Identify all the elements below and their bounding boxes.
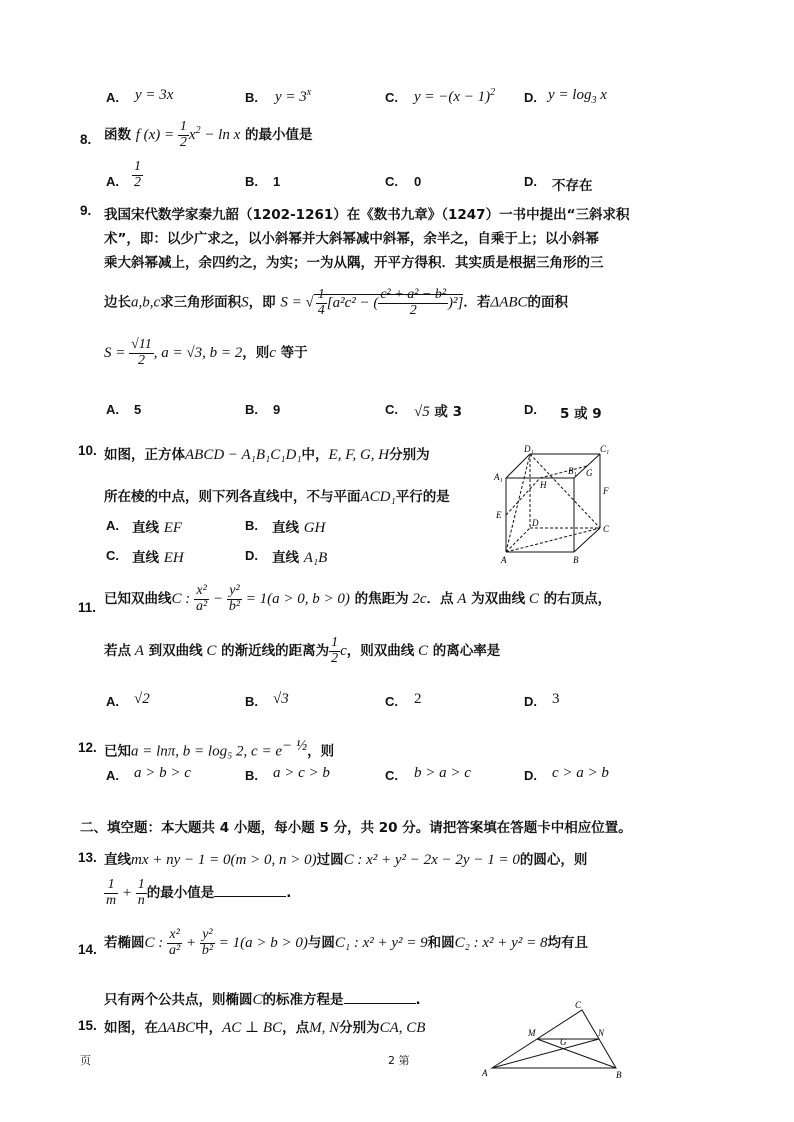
question-12: [0, 736, 794, 786]
q8-label-a: A.: [106, 174, 119, 189]
label-h: H: [540, 480, 547, 490]
q14-answer-blank[interactable]: [344, 991, 416, 1004]
edge-bc: [574, 528, 600, 552]
q11-line-2: 若点 A 到双曲线 C 的渐近线的距离为 $\frac{1}{2}$ c，则双曲线 C 的离心率是: [104, 635, 501, 666]
q12-option-c: b > a > c: [414, 765, 471, 781]
diag-ad1: [506, 454, 530, 552]
label-g: G: [560, 1037, 567, 1047]
q9-option-b: 9: [273, 402, 281, 417]
q7-label-a: A.: [106, 90, 119, 105]
q9-line-1: 我国宋代数学家秦九韶（1202-1261）在《数书九章》（1247）一书中提出“三斜求积: [104, 207, 630, 223]
q9-line-5: S = $\frac{√11}{2}$ , a = √3, b = 2，则c 等于: [104, 337, 308, 368]
q12-option-a: a > b > c: [134, 765, 191, 781]
q7-label-d: D.: [524, 90, 537, 105]
cube-figure: [492, 444, 616, 568]
q11-number: 11.: [78, 600, 97, 615]
label-n: N: [598, 1028, 605, 1038]
q9-number: 9.: [80, 203, 92, 218]
q12-label-c: C.: [385, 768, 398, 783]
q11-label-b: B.: [245, 694, 258, 709]
q11-option-b: √3: [273, 691, 289, 707]
q13-line-1: 直线mx + ny − 1 = 0(m > 0, n > 0)过圆C : x² + y² − 2x − 2y − 1 = 0的圆心，则: [104, 852, 588, 868]
q12-option-d: c > a > b: [552, 765, 609, 781]
label-e: E: [496, 510, 502, 520]
q10-line-1: 如图，正方体ABCD − A₁B₁C₁D₁中，E, F, G, H分别为: [104, 447, 430, 463]
q13-answer-blank[interactable]: [214, 884, 286, 897]
label-c1: C₁: [600, 444, 610, 454]
question-10: [0, 440, 794, 570]
question-9: [0, 200, 794, 425]
q13-line-2: $\frac{1}{m}$ + $\frac{1}{n}$ 的最小值是 .: [106, 877, 292, 908]
edge-a1d1: [506, 454, 530, 478]
q12-stem: 已知a = lnπ, b = log₅ 2, $c = e^{- \frac{1}{2}}$，则: [104, 738, 335, 760]
question-15: [0, 1014, 794, 1084]
label-d1: D₁: [524, 444, 534, 454]
q9-label-b: B.: [245, 402, 258, 417]
label-b1: B₁: [568, 466, 577, 476]
q8-option-c: 0: [414, 174, 422, 189]
diag-d1c: [530, 454, 600, 528]
q10-option-c: 直线 EH: [132, 550, 184, 566]
q11-label-a: A.: [106, 694, 119, 709]
q7-option-d: $y = \log_3 x$: [548, 87, 607, 106]
median-bm: [537, 1039, 616, 1068]
q10-label-d: D.: [245, 548, 258, 563]
q10-label-c: C.: [106, 548, 119, 563]
label-g: G: [586, 468, 593, 478]
q8-label-d: D.: [524, 174, 537, 189]
q8-option-a: $\frac{1}{2}$: [134, 159, 141, 190]
label-c: C: [575, 1000, 582, 1010]
q13-number: 13.: [78, 850, 97, 865]
q11-label-c: C.: [385, 694, 398, 709]
q10-number: 10.: [78, 443, 97, 458]
q9-label-d: D.: [524, 402, 537, 417]
label-c: C: [603, 524, 610, 534]
q11-option-c: 2: [414, 691, 422, 707]
label-a1: A₁: [494, 472, 503, 482]
q8-stem: 函数 f (x) = $\frac{1}{2}$ $x^2 - \ln x$ 的最小值是: [104, 119, 313, 150]
question-13: [0, 846, 794, 926]
q7-option-b: $y = 3^x$: [275, 87, 312, 105]
q10-label-a: A.: [106, 518, 119, 533]
q9-line-3: 乘大斜幂减上，余四约之，为实；一为从隅，开平方得积．其实质是根据三角形的三: [104, 255, 604, 271]
q12-label-a: A.: [106, 768, 119, 783]
q11-line-1: 已知双曲线C : $\frac{\text{x²}}{\text{a²}}$ − $\frac{\text{y²}}{\text{b²}}$ = 1(a > 0, b > 0) 的焦距为 2c．点 A 为双曲线 C 的右顶点，: [104, 583, 612, 614]
diag-ac: [506, 528, 600, 552]
label-f: F: [603, 486, 609, 496]
q11-label-d: D.: [524, 694, 537, 709]
q9-line-2: 术”，即：以少广求之，以小斜幂并大斜幂减中斜幂，余半之，自乘于上；以小斜幂: [104, 231, 599, 247]
q8-option-d: 不存在: [552, 178, 593, 194]
footer-left: 页: [80, 1054, 91, 1067]
question-8: [0, 120, 794, 200]
label-m: M: [528, 1028, 536, 1038]
q7-option-a: y = 3x: [135, 87, 174, 103]
q7-label-c: C.: [385, 90, 398, 105]
q7-option-c: $y = -(x - 1)^2$: [414, 87, 496, 105]
label-b: B: [616, 1070, 622, 1080]
q8-label-b: B.: [245, 174, 258, 189]
q14-line-1: 若椭圆C : $\frac{\text{x²}}{\text{a²}}$ + $\frac{\text{y²}}{\text{b²}}$ = 1(a > b > 0)与圆C₁ : x² + y² = 9和圆C₂ : x² + y² = 8均有且: [104, 927, 588, 958]
question-11: [0, 584, 794, 714]
q8-number: 8.: [80, 132, 92, 147]
q12-label-d: D.: [524, 768, 537, 783]
q14-line-2: 只有两个公共点，则椭圆C的标准方程是 .: [104, 992, 421, 1008]
q8-label-c: C.: [385, 174, 398, 189]
q9-line-4: 边长a,b,c求三角形面积S，即 S = √ $\frac{1}{4}$ [a²c² − ( $\frac{\text{c² + a² − b²}}{2}$ )²]．若ΔABC的面积: [104, 287, 569, 318]
label-d: D: [532, 518, 539, 528]
label-a: A: [501, 555, 507, 565]
q11-option-d: 3: [552, 691, 560, 707]
q12-option-b: a > c > b: [273, 765, 330, 781]
q9-label-c: C.: [385, 402, 398, 417]
question-14: [0, 927, 794, 1008]
q8-option-b: 1: [273, 174, 281, 189]
q15-line-1: 如图，在ΔABC中，AC ⊥ BC，点M, N分别为CA, CB: [104, 1020, 426, 1036]
q10-option-b: 直线 GH: [272, 520, 326, 536]
q9-option-d: 5 或 9: [560, 406, 602, 422]
label-b: B: [573, 555, 579, 565]
section-2-heading: 二、填空题：本大题共 4 小题，每小题 5 分，共 20 分。请把答案填在答题卡中相应位置。: [80, 820, 632, 836]
triangle-figure: [478, 998, 628, 1082]
q9-label-a: A.: [106, 402, 119, 417]
q9-option-a: 5: [134, 402, 142, 417]
q12-number: 12.: [78, 740, 97, 755]
q7-options: [0, 86, 794, 110]
q10-option-a: 直线 EF: [132, 520, 183, 536]
q15-number: 15.: [78, 1018, 97, 1033]
median-an: [492, 1039, 599, 1068]
q9-option-c: √5 或 3: [414, 404, 463, 420]
q11-option-a: √2: [134, 691, 150, 707]
q9-heron-formula: S = √ $\frac{1}{4}$ [a²c² − ( $\frac{\text{c² + a² − b²}}{2}$ )²]: [280, 287, 464, 318]
q10-line-2: 所在棱的中点，则下列各直线中，不与平面ACD₁平行的是: [104, 489, 450, 505]
q10-option-d: 直线 A₁B: [272, 550, 328, 566]
q12-label-b: B.: [245, 768, 258, 783]
footer-page-number: 2 第: [388, 1054, 410, 1067]
q14-number: 14.: [78, 942, 97, 957]
q10-label-b: B.: [245, 518, 258, 533]
edge-ad: [506, 528, 530, 552]
label-a: A: [482, 1068, 488, 1078]
q7-label-b: B.: [245, 90, 258, 105]
